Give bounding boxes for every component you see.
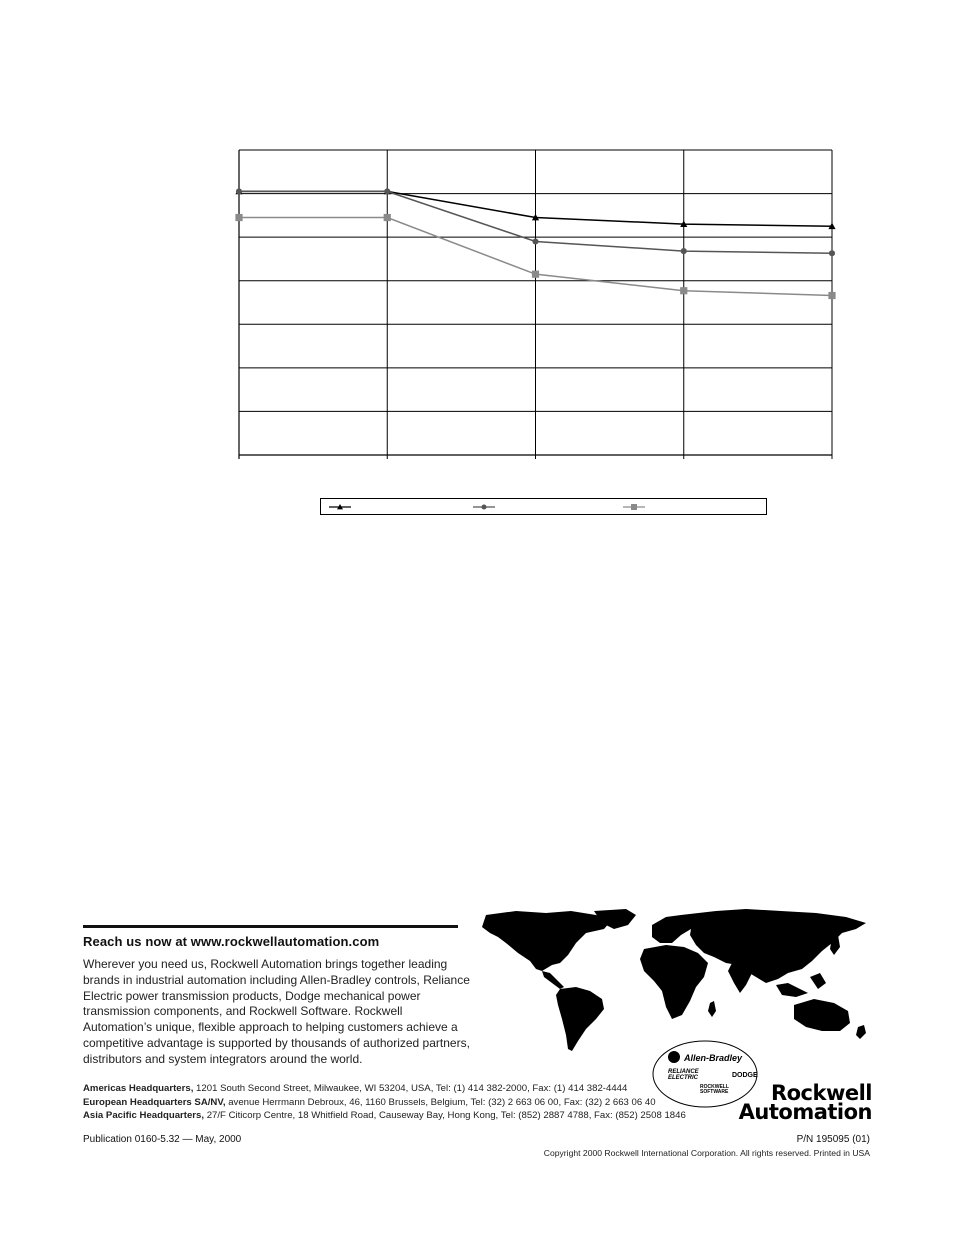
part-number: P/N 195095 (01) bbox=[796, 1134, 870, 1145]
data-point-circle bbox=[532, 238, 538, 244]
hq-americas: Americas Headquarters, 1201 South Second Street, Milwaukee, WI 53204, USA, Tel: (1) 414 382-2000, Fax: (1) 414 382-4444 bbox=[83, 1083, 628, 1094]
data-point-square bbox=[828, 292, 835, 299]
world-map-image bbox=[476, 907, 876, 1057]
heading-rule bbox=[83, 925, 458, 928]
allen-bradley-icon bbox=[668, 1051, 680, 1063]
company-description: Wherever you need us, Rockwell Automation brings together leading brands in industrial automation including Allen-Bradley controls, Reliance Electric power transmission products, Dodge mechanical power transmission components, and Rockwell Software. Rockwell Automation’s unique, flexible approach to helping customers achieve a competitive advantage is supported by thousands of authorized partners, distributors and system integrators around the world. bbox=[83, 957, 470, 1066]
data-point-square bbox=[680, 287, 687, 294]
headquarters-list bbox=[83, 1082, 686, 1123]
rockwell-software-logo-line1: ROCKWELL bbox=[700, 1084, 729, 1090]
data-point-square bbox=[384, 214, 391, 221]
reliance-logo-line2: ELECTRIC bbox=[668, 1075, 698, 1081]
reach-us-heading: Reach us now at www.rockwellautomation.com bbox=[83, 934, 380, 949]
data-point-square bbox=[235, 214, 242, 221]
allen-bradley-logo: Allen-Bradley bbox=[684, 1053, 743, 1063]
chart-legend-markers bbox=[321, 499, 766, 514]
data-point-circle bbox=[681, 248, 687, 254]
data-point-circle bbox=[384, 188, 390, 194]
data-point-circle bbox=[236, 188, 242, 194]
data-point-square bbox=[631, 504, 637, 510]
chart-legend bbox=[320, 498, 767, 515]
data-point-circle bbox=[481, 504, 486, 509]
chart-grid bbox=[239, 150, 832, 459]
hq-europe: European Headquarters SA/NV, avenue Herrmann Debroux, 46, 1160 Brussels, Belgium, Tel: (32) 2 663 06 00, Fax: (32) 2 663 06 40 bbox=[83, 1096, 656, 1108]
rockwell-software-logo-line2: SOFTWARE bbox=[700, 1089, 729, 1095]
dodge-logo: DODGE bbox=[732, 1072, 758, 1079]
line-chart bbox=[0, 0, 954, 540]
publication-number: Publication 0160-5.32 — May, 2000 bbox=[83, 1134, 242, 1145]
rockwell-automation-logo: Rockwell Automation bbox=[738, 1081, 872, 1124]
copyright-notice: Copyright 2000 Rockwell International Corporation. All rights reserved. Printed in USA bbox=[543, 1148, 870, 1158]
data-point-square bbox=[532, 271, 539, 278]
hq-asia-pacific: Asia Pacific Headquarters, 27/F Citicorp Centre, 18 Whitfield Road, Causeway Bay, Hong Kong, Tel: (852) 2887 4788, Fax: (852) 2508 1846 bbox=[83, 1110, 686, 1121]
data-point-circle bbox=[829, 250, 835, 256]
reliance-logo-line1: RELIANCE bbox=[668, 1069, 699, 1075]
